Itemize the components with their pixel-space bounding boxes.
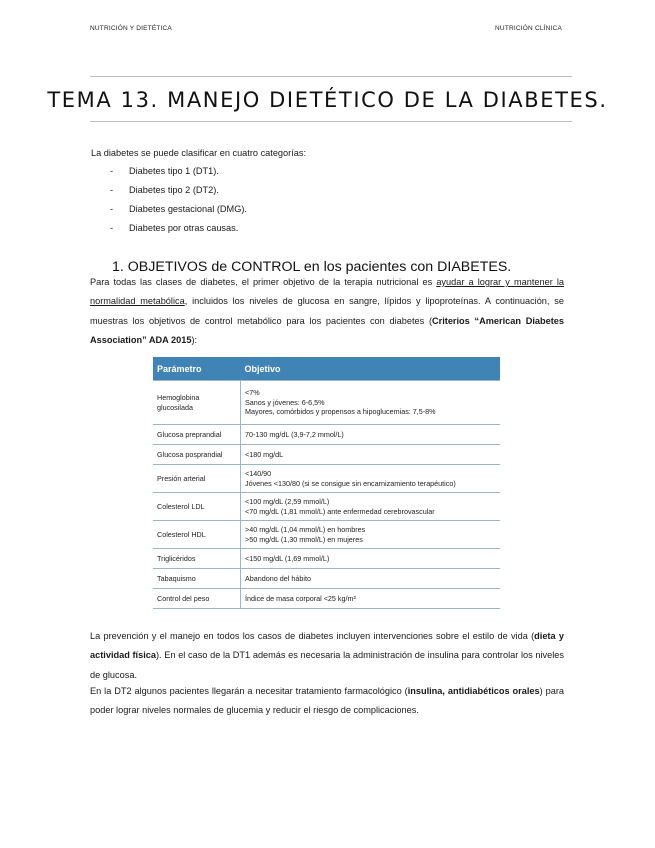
list-marker: - [110,166,114,176]
goal-line: <140/90 [245,469,272,478]
table-cell-goal [241,465,501,493]
table-cell-goal [241,549,501,569]
table-header-row [153,357,500,381]
table-cell-param: Colesterol LDL [153,493,241,521]
list-item: - Diabetes tipo 2 (DT2). [91,185,247,204]
page-title: TEMA 13. MANEJO DIETÉTICO DE LA DIABETES. [47,88,608,112]
table-cell-goal [241,425,501,445]
list-item: - Diabetes gestacional (DMG). [91,204,247,223]
table-row [153,381,500,425]
list-marker: - [110,204,114,214]
header-objetivo: Objetivo [241,357,501,381]
table-row [153,425,500,445]
table-row [153,589,500,609]
header-right: NUTRICIÓN CLÍNICA [495,25,562,32]
category-list [91,166,247,242]
section-title: 1. OBJETIVOS de CONTROL en los pacientes con DIABETES. [112,259,512,275]
table-cell-goal [241,445,501,465]
goal-line: Sanos y jóvenes: 6-6,5% [245,397,325,407]
table-row [153,569,500,589]
underlined-goal: ayudar a lograr y mantener la normalidad metabólica [90,277,565,307]
lifestyle-bold: dieta y actividad física [90,631,564,661]
table-cell-goal [241,493,501,521]
header-parametro: Parámetro [153,357,241,381]
table-cell-goal [241,569,501,589]
list-marker: - [110,185,114,195]
dt2-paragraph: En la DT2 algunos pacientes llegarán a necesitar tratamiento farmacológico (insulina, antidiabéticos orales) para poder lograr niveles normales de glucemia y reducir el riesgo de complicaciones. [90,686,564,716]
table-cell-goal [241,521,501,549]
ada-objectives-table [153,357,500,609]
header-left: NUTRICIÓN Y DIETÉTICA [90,25,172,32]
goal-line: <7% [245,388,260,398]
goal-line: >40 mg/dL (1,04 mmol/L) en hombres [245,525,366,534]
intro-text: La diabetes se puede clasificar en cuatro categorías: [91,148,307,158]
table-cell-param: Colesterol HDL [153,521,241,549]
goal-line: Abandono del hábito [245,573,311,583]
table-cell-param: Glucosa preprandial [153,425,241,445]
table-cell-goal [241,381,501,425]
list-marker: - [110,223,114,233]
goal-line: <70 mg/dL (1,81 mmol/L) ante enfermedad cerebrovascular [245,506,435,516]
goal-line: 70-130 mg/dL (3,9-7,2 mmol/L) [245,429,344,439]
list-item: - Diabetes tipo 1 (DT1). [91,166,247,185]
title-rule-bottom [90,121,572,122]
pharmacologic-bold: insulina, antidiabéticos orales [407,686,540,696]
goal-line: >50 mg/dL (1,30 mmol/L) en mujeres [245,534,363,544]
table-cell-param: Presión arterial [153,465,241,493]
title-rule-top [90,76,572,77]
prevention-paragraph: La prevención y el manejo en todos los casos de diabetes incluyen intervenciones sobre el estilo de vida (dieta y actividad física). En el caso de la DT1 además es necesaria la administración de insulina para controlar los niveles de glucosa. [90,631,564,680]
objectives-paragraph: Para todas las clases de diabetes, el primer objetivo de la terapia nutricional es ayudar a lograr y mantener la normalidad metabólica, incluidos los niveles de glucosa en sangre, lípidos y lipoproteínas. A continuación, se muestras los objetivos de control metabólico para los pacientes con diabetes (Criterios “American Diabetes Association” ADA 2015): [90,277,565,346]
list-item: - Diabetes por otras causas. [91,223,247,242]
page-header [90,25,562,32]
goal-line: Índice de masa corporal <25 kg/m² [245,593,356,603]
table-row [153,465,500,493]
ada-criteria: Criterios “American Diabetes Association” ADA 2015 [90,315,564,346]
table-cell-param: Tabaquismo [153,569,241,589]
table-cell-param: Control del peso [153,589,241,609]
table-cell-param: Glucosa posprandial [153,445,241,465]
table-cell-param: Triglicéridos [153,549,241,569]
goal-line: <150 mg/dL (1,69 mmol/L) [245,553,330,563]
goal-line: Jóvenes <130/80 (si se consigue sin encarnizamiento terapéutico) [245,478,456,488]
goal-line: Mayores, comórbidos y propensos a hipoglucemias: 7,5-8% [245,407,436,417]
table-cell-param: Hemoglobina glucosilada [153,381,241,425]
table-row [153,493,500,521]
table-row [153,521,500,549]
goal-line: <100 mg/dL (2,59 mmol/L) [245,497,330,506]
goal-line: <180 mg/dL [245,449,284,459]
table-row [153,549,500,569]
table-row [153,445,500,465]
table-cell-goal [241,589,501,609]
